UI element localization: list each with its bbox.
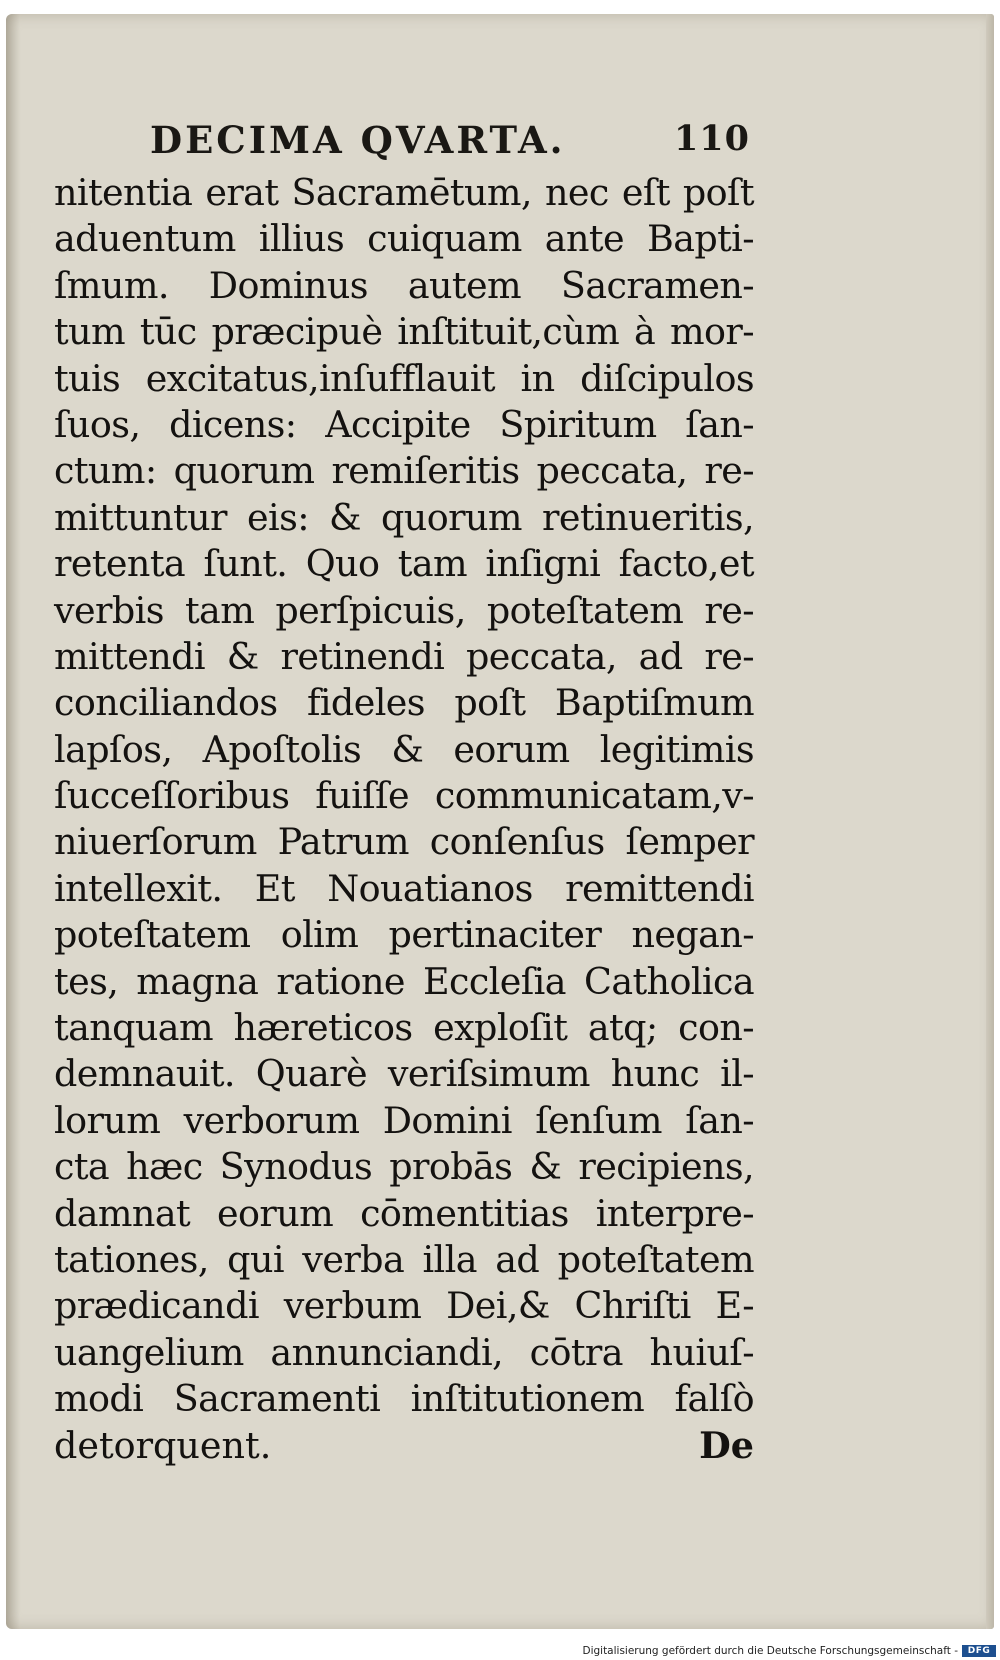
page-header [150, 118, 750, 168]
text-line: lorum verborum Domini ſenſum ſan- [54, 1098, 754, 1142]
text-line: ſucceſſoribus fuiſſe communicatam,v- [54, 774, 754, 818]
text-line: nitentia erat Sacramētum, nec eſt poſt [54, 171, 754, 214]
text-line: modi Sacramenti inſtitutionem falſò [54, 1377, 754, 1421]
text-line: mittendi & retinendi peccata, ad re- [54, 634, 754, 678]
folio-number: 110 [673, 118, 750, 159]
running-head: DECIMA QVARTA. [150, 118, 566, 162]
last-line-text: detorquent. [54, 1423, 272, 1467]
dfg-logo: DFG [962, 1645, 996, 1657]
text-line: ſuos, dicens: Accipite Spiritum ſan- [54, 402, 754, 446]
text-line: cta hæc Synodus probās & recipiens, [54, 1145, 754, 1189]
text-line: verbis tam perſpicuis, poteſtatem re- [54, 588, 754, 632]
text-line: ſmum. Dominus autem Sacramen- [54, 263, 754, 307]
text-line: demnauit. Quarè veriſsimum hunc il- [54, 1052, 754, 1096]
text-line: retenta ſunt. Quo tam inſigni facto,et [54, 542, 754, 586]
digitization-credit: Digitalisierung gefördert durch die Deutsche Forschungsgemeinschaft - [582, 1645, 958, 1657]
text-line: intellexit. Et Nouatianos remittendi [54, 866, 754, 910]
text-line: damnat eorum cōmentitias interpre- [54, 1191, 754, 1235]
text-line: tum tūc præcipuè inſtituit,cùm à mor- [54, 310, 754, 354]
text-line: tuis excitatus,inſufflauit in diſcipulos [54, 356, 754, 400]
page-edge [986, 14, 994, 1629]
body-text [54, 170, 754, 1469]
text-line: tationes, qui verba illa ad poteſtatem [54, 1237, 754, 1281]
text-line: ctum: quorum remiſeritis peccata, re- [54, 449, 754, 493]
text-line: lapſos, Apoſtolis & eorum legitimis [54, 727, 754, 771]
text-line: poteſtatem olim pertinaciter negan- [54, 913, 754, 957]
text-line: uangelium annunciandi, cōtra huiuſ- [54, 1330, 754, 1374]
catchword: De [699, 1423, 754, 1467]
text-line: aduentum illius cuiquam ante Bapti- [54, 217, 754, 261]
spine-shadow [6, 14, 20, 1629]
text-line: prædicandi verbum Dei,& Chriſti E- [54, 1284, 754, 1328]
text-line: conciliandos fideles poſt Baptiſmum [54, 681, 754, 725]
text-line: niuerſorum Patrum conſenſus ſemper [54, 820, 754, 864]
text-line: tanquam hæreticos exploſit atq; con- [54, 1006, 754, 1050]
text-line: mittuntur eis: & quorum retinueritis, [54, 495, 754, 539]
final-line [54, 1423, 754, 1469]
text-line: tes, magna ratione Eccleſia Catholica [54, 959, 754, 1003]
